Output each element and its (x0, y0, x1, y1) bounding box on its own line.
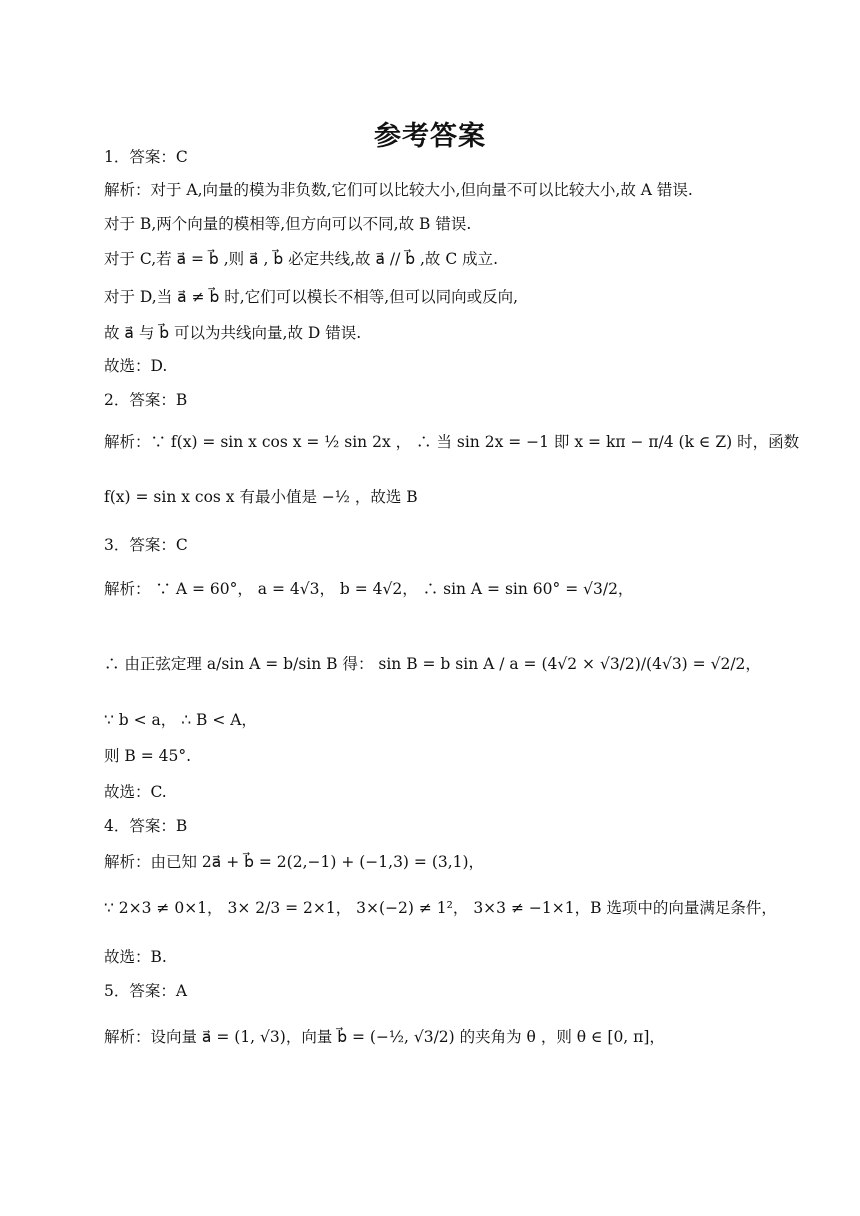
text-line: 1．答案：C (104, 148, 188, 166)
text-line: 2．答案：B (104, 391, 188, 409)
text-line: f(x) = sin x cos x 有最小值是 −½ ，故选 B (104, 488, 418, 506)
text-line: ∴ 由正弦定理 a/sin A = b/sin B 得： sin B = b sin A / a = (4√2 × √3/2)/(4√3) = √2/2， (104, 655, 761, 673)
text-line: 解析：由已知 2a⃗ + b⃗ = 2(2,−1) + (−1,3) = (3,1)， (104, 853, 485, 871)
text-line: 4．答案：B (104, 817, 188, 835)
text-line: 解析：对于 A,向量的模为非负数,它们可以比较大小,但向量不可以比较大小,故 A 错误. (104, 181, 693, 199)
page-title: 参考答案 (374, 121, 486, 152)
text-line: 解析： ∵ A = 60°， a = 4√3， b = 4√2， ∴ sin A = sin 60° = √3/2， (104, 580, 634, 598)
text-line: 故选：B. (104, 948, 167, 966)
text-line: 解析：∵ f(x) = sin x cos x = ½ sin 2x ， ∴ 当 sin 2x = −1 即 x = kπ − π/4 (k ∈ Z) 时，函数 (104, 433, 800, 451)
text-line: ∵ 2×3 ≠ 0×1， 3× 2/3 = 2×1， 3×(−2) ≠ 1²， 3×3 ≠ −1×1，B 选项中的向量满足条件， (104, 899, 777, 917)
text-line: 对于 B,两个向量的模相等,但方向可以不同,故 B 错误. (104, 215, 472, 233)
text-line: 3．答案：C (104, 536, 188, 554)
text-line: 则 B = 45°. (104, 747, 192, 765)
text-line: 故选：C. (104, 783, 167, 801)
text-line: 对于 C,若 a⃗ = b⃗ ,则 a⃗ , b⃗ 必定共线,故 a⃗ // b⃗ ,故 C 成立. (104, 250, 499, 268)
text-line: 故选：D. (104, 357, 168, 375)
text-line: 5．答案：A (104, 982, 188, 1000)
text-line: 故 a⃗ 与 b⃗ 可以为共线向量,故 D 错误. (104, 324, 362, 342)
text-line: 对于 D,当 a⃗ ≠ b⃗ 时,它们可以模长不相等,但可以同向或反向, (104, 288, 519, 306)
text-line: ∵ b < a， ∴ B < A， (104, 711, 257, 729)
text-line: 解析：设向量 a⃗ = (1, √3)，向量 b⃗ = (−½, √3/2) 的夹角为 θ ，则 θ ∈ [0, π]， (104, 1028, 665, 1046)
